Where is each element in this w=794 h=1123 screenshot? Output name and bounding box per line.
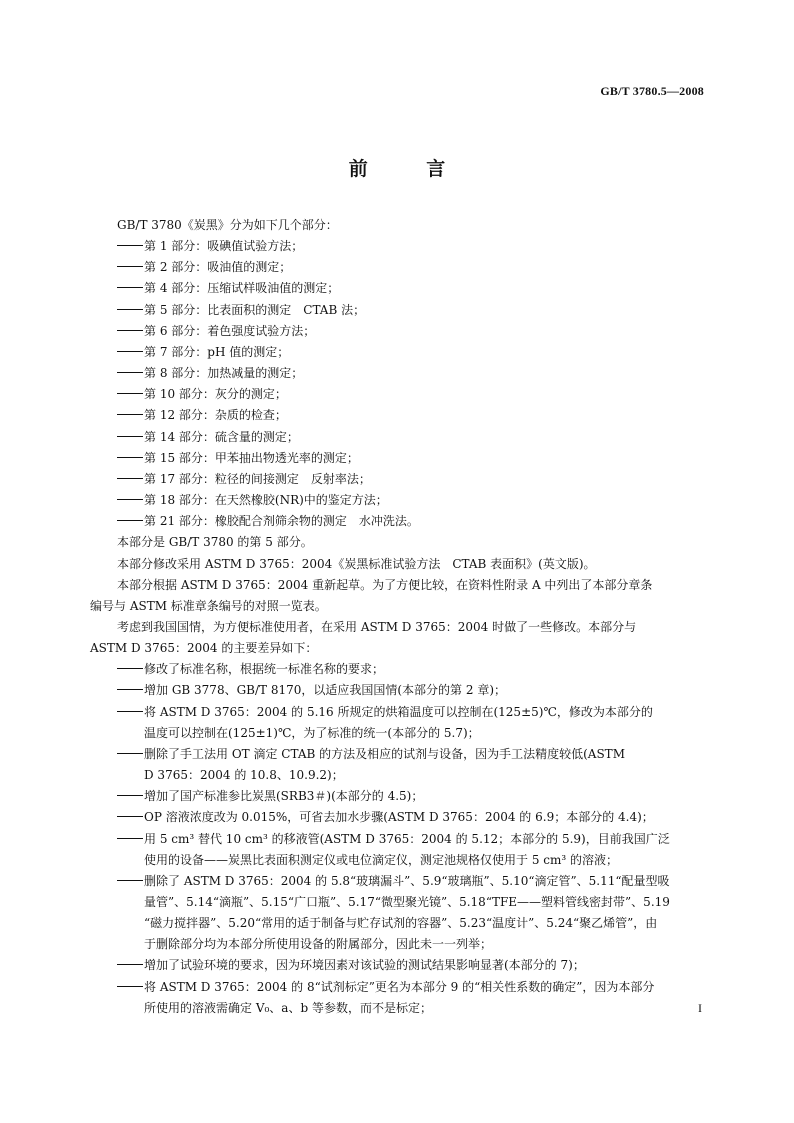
list-item xyxy=(90,278,706,299)
em-dash-bullet xyxy=(117,986,143,987)
standard-number: GB/T 3780.5—2008 xyxy=(600,84,704,98)
list-item xyxy=(90,786,706,807)
em-dash-bullet xyxy=(117,499,143,500)
line-text: 第 21 部分：橡胶配合剂筛余物的测定 水冲洗法。 xyxy=(144,514,419,529)
line-text: 第 18 部分：在天然橡胶(NR)中的鉴定方法； xyxy=(144,493,388,508)
line-text: 第 7 部分：pH 值的测定； xyxy=(144,344,290,359)
line-text: ASTM D 3765：2004 的主要差异如下： xyxy=(90,641,318,656)
list-item xyxy=(90,871,706,892)
line-text: 编号与 ASTM 标准章条编号的对照一览表。 xyxy=(90,598,327,613)
em-dash-bullet xyxy=(117,372,143,373)
line-text: 增加了国产标准参比炭黑(SRB3＃)(本部分的 4.5)； xyxy=(144,789,424,804)
list-item xyxy=(90,955,706,976)
line-text: 第 12 部分：杂质的检查； xyxy=(144,408,287,423)
em-dash-bullet xyxy=(117,266,143,267)
line-text: 修改了标准名称，根据统一标准名称的要求； xyxy=(144,662,385,677)
line-text: 第 17 部分：粒径的间接测定 反射率法； xyxy=(144,471,371,486)
list-item xyxy=(90,257,706,278)
em-dash-bullet xyxy=(117,287,143,288)
em-dash-bullet xyxy=(117,964,143,965)
paragraph-line xyxy=(90,554,706,575)
line-text: 将 ASTM D 3765：2004 的 8“试剂标定”更名为本部分 9 的“相关性系数的确定”，因为本部分 xyxy=(144,979,655,994)
line-text: 第 1 部分：吸碘值试验方法； xyxy=(144,239,304,254)
em-dash-bullet xyxy=(117,245,143,246)
line-text: 温度可以控制在(125±1)℃，为了标准的统一(本部分的 5.7)； xyxy=(144,725,480,740)
paragraph-line xyxy=(90,850,706,871)
paragraph-line xyxy=(90,596,706,617)
line-text: 于删除部分均为本部分所使用设备的附属部分，因此未一一列举； xyxy=(144,937,493,952)
line-text: 第 4 部分：压缩试样吸油值的测定； xyxy=(144,281,340,296)
list-item xyxy=(90,744,706,765)
list-item xyxy=(90,448,706,469)
line-text: 第 10 部分：灰分的测定； xyxy=(144,387,287,402)
em-dash-bullet xyxy=(117,330,143,331)
em-dash-bullet xyxy=(117,689,143,690)
paragraph-line xyxy=(90,892,706,913)
list-item xyxy=(90,702,706,723)
line-text: 第 5 部分：比表面积的测定 CTAB 法； xyxy=(144,302,366,317)
paragraph-line xyxy=(90,617,706,638)
paragraph-line xyxy=(90,638,706,659)
paragraph-line xyxy=(90,765,706,786)
em-dash-bullet xyxy=(117,309,143,310)
paragraph-line xyxy=(90,575,706,596)
line-text: D 3765：2004 的 10.8、10.9.2)； xyxy=(144,768,344,783)
em-dash-bullet xyxy=(117,816,143,817)
line-text: 本部分修改采用 ASTM D 3765：2004《炭黑标准试验方法 CTAB 表面积》(英文版)。 xyxy=(117,556,596,571)
em-dash-bullet xyxy=(117,478,143,479)
list-item xyxy=(90,342,706,363)
list-item xyxy=(90,236,706,257)
em-dash-bullet xyxy=(117,711,143,712)
list-item xyxy=(90,829,706,850)
em-dash-bullet xyxy=(117,393,143,394)
line-text: 所使用的溶液需确定 V₀、a、b 等参数，而不是标定； xyxy=(144,1000,432,1015)
em-dash-bullet xyxy=(117,838,143,839)
list-item xyxy=(90,321,706,342)
paragraph-line xyxy=(90,723,706,744)
list-item xyxy=(90,300,706,321)
line-text: 用 5 cm³ 替代 10 cm³ 的移液管(ASTM D 3765：2004 的 5.12；本部分的 5.9)，目前我国广泛 xyxy=(144,831,670,846)
list-item xyxy=(90,405,706,426)
em-dash-bullet xyxy=(117,668,143,669)
em-dash-bullet xyxy=(117,880,143,881)
list-item xyxy=(90,807,706,828)
paragraph-line xyxy=(90,934,706,955)
list-item xyxy=(90,469,706,490)
line-text: 使用的设备——炭黑比表面积测定仪或电位滴定仪，测定池规格仅使用于 5 cm³ 的溶液； xyxy=(144,852,618,867)
paragraph-line xyxy=(90,215,706,236)
line-text: 增加 GB 3778、GB/T 8170，以适应我国国情(本部分的第 2 章)； xyxy=(144,683,507,698)
line-text: “磁力搅拌器”、5.20“常用的适于制备与贮存试剂的容器”、5.23“温度计”、5.24“聚乙烯管”，由 xyxy=(144,916,658,931)
line-text: 第 8 部分：加热减量的测定； xyxy=(144,366,304,381)
line-text: 将 ASTM D 3765：2004 的 5.16 所规定的烘箱温度可以控制在(125±5)℃，修改为本部分的 xyxy=(144,704,653,719)
paragraph-line xyxy=(90,913,706,934)
list-item xyxy=(90,680,706,701)
page-number: I xyxy=(698,1001,702,1015)
em-dash-bullet xyxy=(117,436,143,437)
line-text: 第 14 部分：硫含量的测定； xyxy=(144,429,299,444)
document-body xyxy=(90,215,706,1019)
em-dash-bullet xyxy=(117,753,143,754)
line-text: OP 溶液浓度改为 0.015%，可省去加水步骤(ASTM D 3765：2004 的 6.9；本部分的 4.4)； xyxy=(144,810,654,825)
line-text: 删除了手工法用 OT 滴定 CTAB 的方法及相应的试剂与设备，因为手工法精度较低(ASTM xyxy=(144,746,625,761)
line-text: 第 2 部分：吸油值的测定； xyxy=(144,260,292,275)
line-text: 量管”、5.14“滴瓶”、5.15“广口瓶”、5.17“微型聚光镜”、5.18“TFE——塑料管线密封带”、5.19 xyxy=(144,895,670,909)
line-text: 删除了 ASTM D 3765：2004 的 5.8“玻璃漏斗”、5.9“玻璃瓶”、5.10“滴定管”、5.11“配量型吸 xyxy=(144,873,670,888)
em-dash-bullet xyxy=(117,795,143,796)
line-text: GB/T 3780《炭黑》分为如下几个部分： xyxy=(117,218,338,232)
list-item xyxy=(90,977,706,998)
list-item xyxy=(90,363,706,384)
em-dash-bullet xyxy=(117,414,143,415)
line-text: 本部分根据 ASTM D 3765：2004 重新起草。为了方便比较，在资料性附录 A 中列出了本部分章条 xyxy=(117,577,653,592)
line-text: 增加了试验环境的要求，因为环境因素对该试验的测试结果影响显著(本部分的 7)； xyxy=(144,958,585,973)
list-item xyxy=(90,490,706,511)
em-dash-bullet xyxy=(117,351,143,352)
list-item xyxy=(90,659,706,680)
em-dash-bullet xyxy=(117,457,143,458)
list-item xyxy=(90,511,706,532)
line-text: 第 6 部分：着色强度试验方法； xyxy=(144,323,316,338)
page-title: 前 言 xyxy=(348,158,472,180)
em-dash-bullet xyxy=(117,520,143,521)
line-text: 第 15 部分：甲苯抽出物透光率的测定； xyxy=(144,450,359,465)
line-text: 考虑到我国国情，为方便标准使用者，在采用 ASTM D 3765：2004 时做了一些修改。本部分与 xyxy=(117,619,637,634)
paragraph-line xyxy=(90,998,706,1019)
line-text: 本部分是 GB/T 3780 的第 5 部分。 xyxy=(117,535,313,550)
paragraph-line xyxy=(90,532,706,553)
list-item xyxy=(90,384,706,405)
list-item xyxy=(90,427,706,448)
